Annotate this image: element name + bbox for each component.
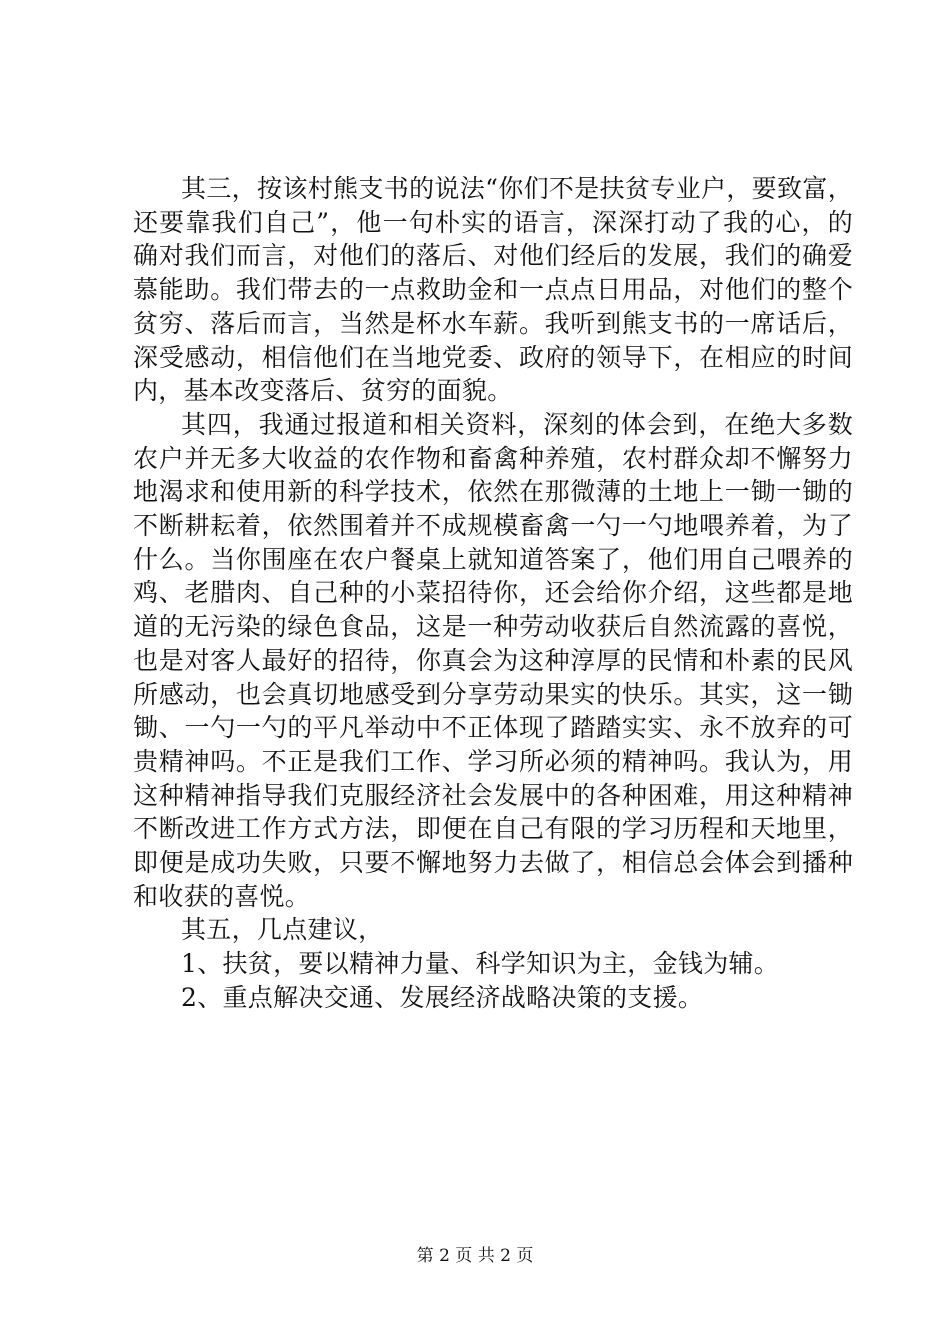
paragraph-qiwu: 其五，几点建议， xyxy=(181,915,384,945)
paragraph-qisan: 其三，按该村熊支书的说法“你们不是扶贫专业户，要致富，还要靠我们自己”，他一句朴实的语言，深深打动了我的心，的确对我们而言，对他们的落后、对他们经后的发展，我们的确爱慕能助。我们带去的一点救助金和一点点日用品，对他们的整个贫穷、落后而言，当然是杯水车薪。我听到熊支书的一席话后，深受感动，相信他们在当地党委、政府的领导下，在相应的时间内，基本改变落后、贫穷的面貌。 xyxy=(133,174,853,406)
suggestion-item-1: 1、扶贫，要以精神力量、科学知识为主，金钱为辅。 xyxy=(181,949,780,979)
paragraph-qisi: 其四，我通过报道和相关资料，深刻的体会到，在绝大多数农户并无多大收益的农作物和畜禽种养殖，农村群众却不懈努力地渴求和使用新的科学技术，依然在那微薄的土地上一锄一锄的不断耕耘着，依然围着并不成规模畜禽一勺一勺地喂养着，为了什么。当你围座在农户餐桌上就知道答案了，他们用自己喂养的鸡、老腊肉、自己种的小菜招待你，还会给你介绍，这些都是地道的无污染的绿色食品，这是一种劳动收获后自然流露的喜悦，也是对客人最好的招待，你真会为这种淳厚的民情和朴素的民风所感动，也会真切地感受到分享劳动果实的快乐。其实，这一锄锄、一勺一勺的平凡举动中不正体现了踏踏实实、永不放弃的可贵精神吗。不正是我们工作、学习所必须的精神吗。我认为，用这种精神指导我们克服经济社会发展中的各种困难，用这种精神不断改进工作方式方法，即便在自己有限的学习历程和天地里，即便是成功失败，只要不懈地努力去做了，相信总会体会到播种和收获的喜悦。 xyxy=(133,409,853,911)
suggestion-item-2: 2、重点解决交通、发展经济战略决策的支援。 xyxy=(181,982,704,1012)
page-number-footer: 第 2 页 共 2 页 xyxy=(416,1246,534,1266)
document-body xyxy=(133,172,853,1015)
